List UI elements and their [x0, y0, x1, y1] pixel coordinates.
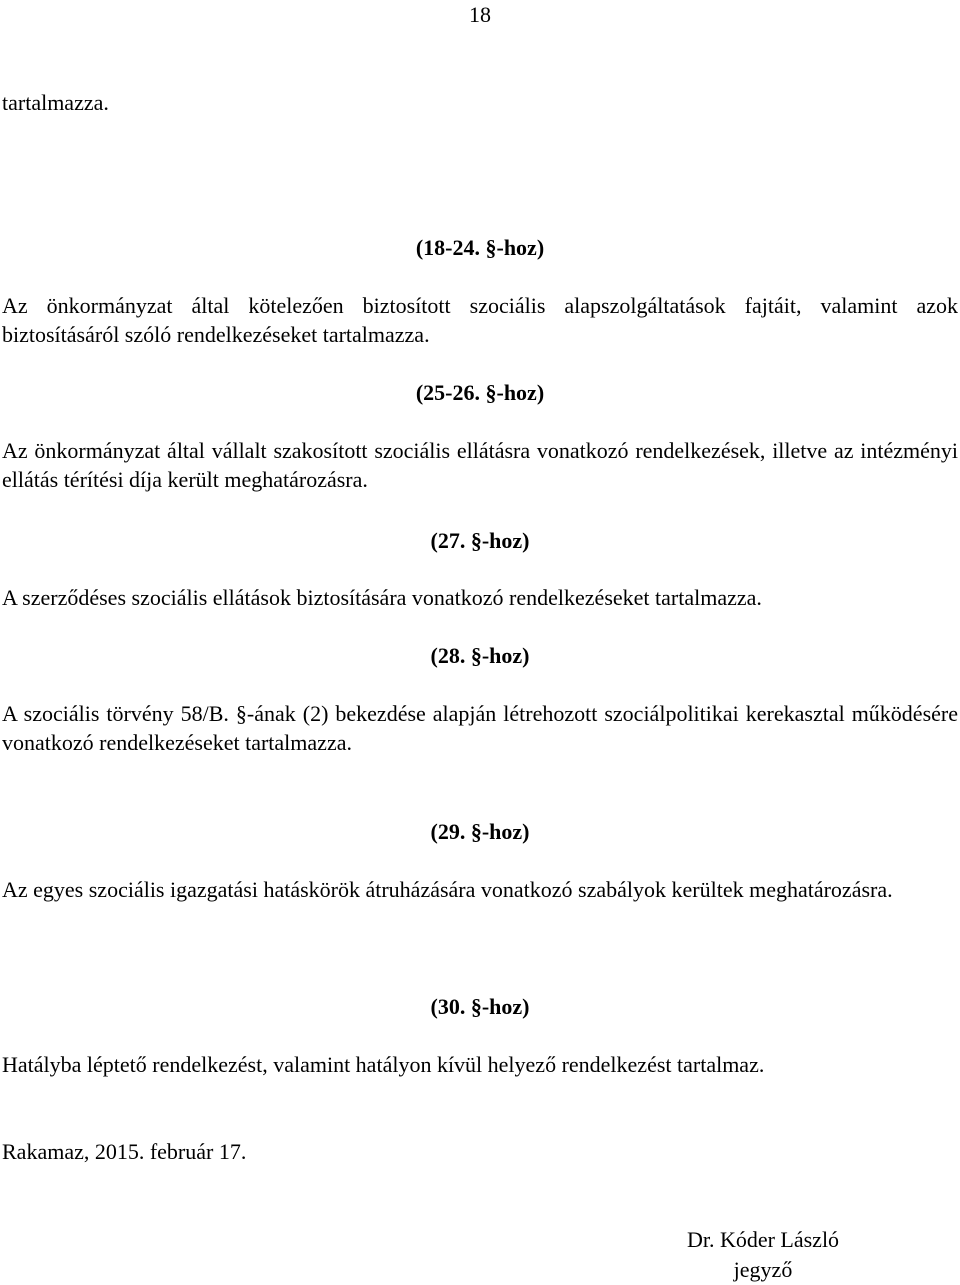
section-text-18-24: Az önkormányzat által kötelezően biztosított szociális alapszolgáltatások fajtáit, valamint azok biztosításáról szóló rendelkezéseket tartalmazza. — [2, 293, 958, 347]
page-number: 18 — [469, 2, 491, 27]
section-heading-28: (28. §-hoz) — [430, 643, 530, 668]
section-text-29: Az egyes szociális igazgatási hatáskörök átruházására vonatkozó szabályok kerültek meghatározásra. — [2, 877, 893, 902]
section-heading-18-24: (18-24. §-hoz) — [415, 235, 545, 260]
intro-text: tartalmazza. — [2, 90, 109, 115]
section-text-28: A szociális törvény 58/B. §-ának (2) bekezdése alapján létrehozott szociálpolitikai kerekasztal működésére vonatkozó rendelkezéseket tartalmazza. — [2, 701, 958, 755]
section-text-25-26: Az önkormányzat által vállalt szakosított szociális ellátásra vonatkozó rendelkezések, illetve az intézményi ellátás térítési díja került meghatározásra. — [2, 438, 958, 492]
section-heading-30: (30. §-hoz) — [430, 994, 530, 1019]
section-text-30: Hatályba léptető rendelkezést, valamint hatályon kívül helyező rendelkezést tartalmaz. — [2, 1052, 765, 1077]
section-text-27: A szerződéses szociális ellátások biztosítására vonatkozó rendelkezéseket tartalmazza. — [2, 585, 762, 610]
section-heading-29: (29. §-hoz) — [430, 819, 530, 844]
signature-name: Dr. Kóder László — [686, 1227, 840, 1252]
section-heading-25-26: (25-26. §-hoz) — [415, 380, 545, 405]
section-heading-27: (27. §-hoz) — [430, 528, 530, 553]
signature-title: jegyző — [733, 1257, 793, 1282]
place-date: Rakamaz, 2015. február 17. — [2, 1139, 247, 1164]
